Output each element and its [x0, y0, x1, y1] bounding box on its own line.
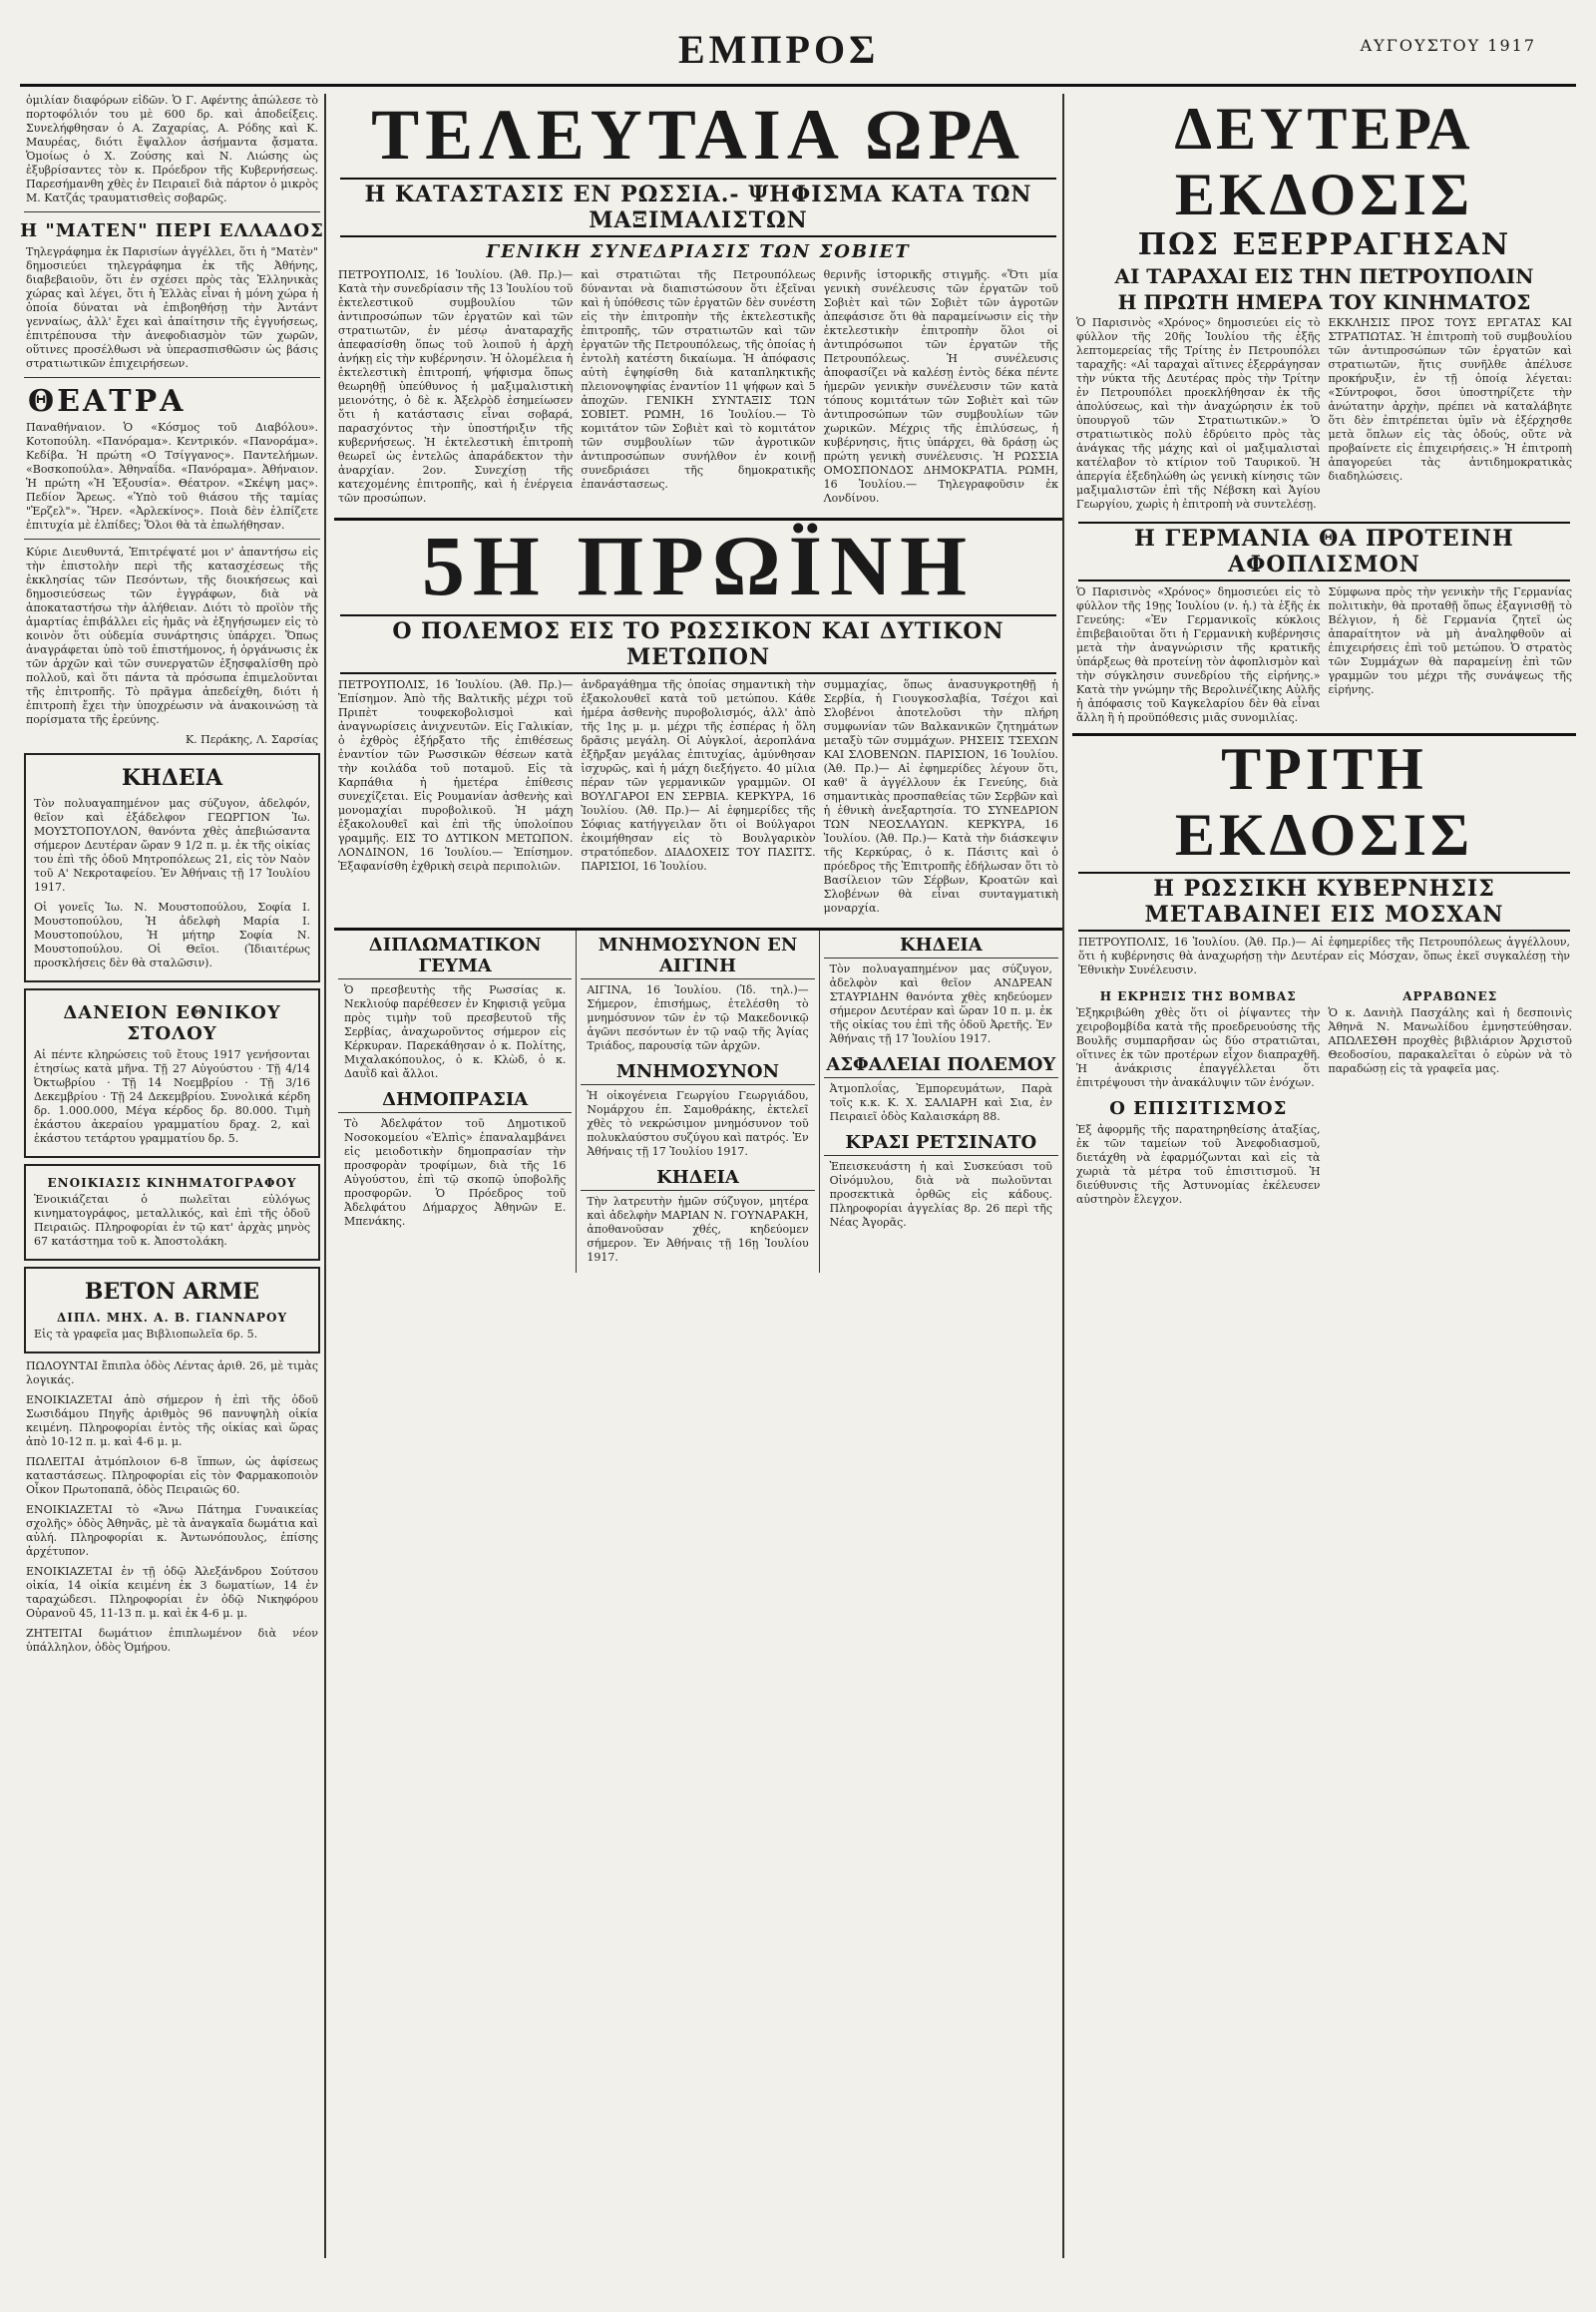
article-column: ΕΚΚΛΗΣΙΣ ΠΡΟΣ ΤΟΥΣ ΕΡΓΑΤΑΣ ΚΑΙ ΣΤΡΑΤΙΩΤΑΣ. Ἡ ἐπιτροπὴ τοῦ συμβουλίου τῶν ἀντιπροσώπων τῶν ἐργατῶν καὶ στρατιωτῶν, ἥτις συνῆλθε ἀπέλυσε προκήρυξιν, ἐν τῇ ὁποίᾳ λέγεται: «Σύντροφοι, ὅσοι ὑποστηρίζετε τὴν ἀνώτατην ἀρχὴν, πρέπει νὰ καταλάβητε ὅτι δὲν ἐπιτρέπεται ὑμῖν νὰ ἐξέρχησθε μετὰ ὅπλων εἰς τὰς ὁδούς, οὔτε νὰ προβαίνετε εἰς ἐπιχειρήσεις.» Ἡ ἐπιτροπὴ ἀπαγορεύει τὰς ἀντιδημοκρατικὰς διαδηλώσεις. — [1328, 316, 1572, 483]
mid-articles — [334, 678, 1062, 922]
second-edition-title: ΔΕΥΤΕΡΑ ΕΚΔΟΣΙΣ — [1174, 96, 1474, 227]
notice-text: ΑΙΓΙΝΑ, 16 Ἰουλίου. (Ἰδ. τηλ.)— Σήμερον, ἐπισήμως, ἐτελέσθη τὸ μνημόσυνον τῶν ἐν τῷ Μακεδονικῷ ἀγῶνι πεσόντων ἐν τῷ ναῷ τῆς Ἁγίας Τριάδος, παρουσίᾳ τῶν ἀρχῶν. — [587, 983, 809, 1052]
notice-headline: ΚΗΔΕΙΑ — [824, 933, 1058, 959]
newspaper-page — [20, 24, 1576, 2258]
russia-headline: Η ΚΑΤΑΣΤΑΣΙΣ ΕΝ ΡΩΣΣΙΑ.- ΨΗΦΙΣΜΑ ΚΑΤΑ ΤΩΝ ΜΑΞΙΜΑΛΙΣΤΩΝ — [340, 178, 1056, 237]
notices-row — [334, 928, 1062, 1273]
funeral-text: Τὸν πολυαγαπημένον μας σύζυγον, ἀδελφόν, θεῖον καὶ ἐξάδελφον ΓΕΩΡΓΙΟΝ Ἰω. ΜΟΥΣΤΟΠΟΥΛΟΝ, θανόντα χθὲς ἀπεβιώσαντα σήμερον Δευτέραν ὥραν 9 1/2 π. μ. ἐκ τῆς οἰκίας του ἐπὶ τῆς ὁδοῦ Μητροπόλεως 21, εἰς τὸν Ναὸν τοῦ Α' Νεκροταφείου. Ἐν Ἀθήναις τῇ 17 Ἰουλίου 1917. — [34, 797, 310, 894]
beton-text: Εἰς τὰ γραφεῖα μας Βιβλιοπωλεῖα 6ρ. 5. — [34, 1328, 258, 1341]
right-column — [1072, 94, 1576, 2258]
article-column: συμμαχίας, ὅπως ἀνασυγκροτηθῇ ἡ Σερβία, ἡ Γιουγκοσλαβία, Τσέχοι καὶ Σλοβένοι ἀποτελοῦσι τὴν πλήρη συμφωνίαν τῶν Βαλκανικῶν ζητημάτων μεταξὺ τῶν συμμάχων. ΡΗΣΕΙΣ ΤΣΕΧΩΝ ΚΑΙ ΣΛΟΒΕΝΩΝ. ΠΑΡΙΣΙΟΝ, 16 Ἰουλίου. (Ἀθ. Πρ.)— Αἱ ἐφημερίδες λέγουν ὅτι, καθ' ἃ ἀγγέλλουν ἐκ Γενεύης, διὰ σημαντικὰς προσπαθείας τῶν Σερβῶν καὶ ἡ ἐθνικὴ ἀνεξαρτησία. ΤΟ ΣΥΝΕΔΡΙΟΝ ΤΩΝ ΝΕΟΣΛΑΥΩΝ. ΚΕΡΚΥΡΑ, 16 Ἰουλίου. (Ἀθ. Πρ.)— Κατὰ τὴν διάσκεψιν τῆς Κερκύρας, ὁ κ. Πάσιτς καὶ ὁ πρόεδρος τῆς Ἐπιτροπῆς ἐδήλωσαν ὅτι τὸ Βασίλειον τῶν Σέρβων, Κροατῶν καὶ Σλοβένων θὰ εἶναι συνταγματικὴ μοναρχία. — [823, 678, 1058, 915]
last-hour-title: ΤΕΛΕΥΤΑΙΑ ΩΡΑ — [371, 95, 1025, 175]
notice-text: Ὁ πρεσβευτὴς τῆς Ρωσσίας κ. Νεκλιούφ παρέθεσεν ἐν Κηφισιᾷ γεῦμα πρὸς τιμὴν τοῦ πρεσβευτοῦ τῆς Σερβίας, ἀναχωροῦντος σήμερον εἰς Κέρκυραν. Παρεκάθησαν ὁ κ. Πολίτης, Μιχαλακόπουλος, ὁ κ. Κλὼδ, ὁ κ. Δαυῒδ καὶ ἄλλοι. — [344, 983, 567, 1080]
notice-headline: ΜΝΗΜΟΣΥΝΟΝ — [581, 1059, 814, 1085]
morning-edition-title: 5Η ΠΡΩΪΝΗ — [334, 518, 1062, 610]
article-column: Ὁ Παρισινὸς «Χρόνος» δημοσιεύει εἰς τὸ φύλλον τῆς 20ῆς Ἰουλίου τῆς ἑξῆς λεπτομερείας τῆς Τρίτης ἐν Πετρουπόλει ταραχῆς: «Αἱ ταραχαὶ αἵτινες ἐξερράγησαν τὴν νύκτα τῆς Δευτέρας πρὸς τὴν Τρίτην ἐν Πετρουπόλει προεκλήθησαν ἐκ τῆς ἀπολύσεως, καὶ τὴν ἀναχώρησιν ἐκ τοῦ ὑπουργοῦ τῶν Στρατιωτικῶν.» Ὁ στρατιωτικὸς πολὺ ἐδρύειτο πρὸς τὰς ἀνάγκας τῆς μάχης καὶ οἱ μαξιμαλισταὶ κατέλαβον τὸ κτίριον τοῦ Ταυρικοῦ. Ἡ ἀπεργία ἐξεδηλώθη ὡς γενικὴ κίνησις τῶν μαξιμαλιστῶν ἐπὶ τῆς Νέβσκη καὶ Ἀγίου Γεωργίου, χωρὶς ἡ ἐπιτροπὴ νὰ συντελέσῃ. — [1076, 316, 1321, 511]
notice-text: Τὴν λατρευτὴν ἡμῶν σύζυγον, μητέρα καὶ ἀδελφὴν ΜΑΡΙΑΝ Ν. ΓΟΥΝΑΡΑΚΗ, ἀποθανοῦσαν χθές, κηδεύομεν σήμερον. Ἐν Ἀθήναις τῇ 16ῃ Ἰουλίου 1917. — [587, 1195, 809, 1264]
notice-column — [334, 931, 577, 1273]
headline: ΑΙ ΤΑΡΑΧΑΙ ΕΙΣ ΤΗΝ ΠΕΤΡΟΥΠΟΛΙΝ — [1114, 264, 1534, 288]
masthead-date: ΑΥΓΟΥΣΤΟΥ 1917 — [1360, 36, 1536, 55]
classified-ad: ΕΝΟΙΚΙΑΖΕΤΑΙ ἐν τῇ ὁδῷ Ἀλεξάνδρου Σούτσου οἰκία, 14 οἰκία κειμένη ἐκ 3 δωματίων, 14 ἐν ταραχώδεσι. Πληροφορίαι ἐν ὁδῷ Νικηφόρου Οὐρανοῦ 45, 11-13 π. μ. καὶ ἐκ 4-6 μ. μ. — [26, 1565, 318, 1620]
classified-ad: ΠΩΛΕΙΤΑΙ ἀτμόπλοιον 6-8 ἵππων, ὡς ἀφίσεως καταστάσεως. Πληροφορίαι εἰς τὸν Φαρμακοποιὸν Οἶκον Πρωτοπαπᾶ, ὁδὸς Πειραιῶς 60. — [26, 1455, 318, 1496]
divider — [24, 539, 320, 540]
left-column — [20, 94, 326, 2258]
article-column: ΠΕΤΡΟΥΠΟΛΙΣ, 16 Ἰουλίου. (Ἀθ. Πρ.)— Κατὰ τὴν συνεδρίασιν τῆς 13 Ἰουλίου τοῦ ἐκτελεστικοῦ συμβουλίου τῶν ἀντιπροσώπων τῶν ἐργατῶν καὶ τῶν στρατιωτῶν, ἐν μέσῳ ἀναταραχῆς ἀπεφασίσθη ὅπως τοῦ λοιποῦ ἡ ἀρχὴ ἀνήκῃ εἰς τὴν κυβέρνησιν. Ἡ ὁλομέλεια ἡ ἐκτελεστικὴ ἐπιτροπή, ψήφισμα ὅπως θεωρηθῇ ὑπεύθυνος ἡ μαξιμαλιστικὴ μειονότης, ὁ δὲ κ. Ἀξελρὸδ ἐσημείωσεν ὅτι ἡ κατάστασις εἶναι σοβαρά, παρασχόντος τὴν ὑποστήριξιν τῆς κυβερνήσεως. Ἡ ἐκτελεστικὴ ἐπιτροπὴ θεωρεῖ ὡς ἐντελῶς ἀπαράδεκτον τὴν ἀναρχίαν. 2ον. Συνεχίσῃ τῆς κατεχομένης ἐπιτροπῆς, καὶ ἡ ἐνέργεια τῶν προσώπων. — [338, 268, 574, 505]
center-column — [334, 94, 1064, 2258]
loan-headline: ΔΑΝΕΙΟΝ ΕΘΝΙΚΟΥ ΣΤΟΛΟΥ — [63, 1002, 281, 1044]
theatre-headline: ΘΕΑΤΡΑ — [28, 384, 187, 419]
intro-text: ὁμιλίαν διαφόρων εἰδῶν. Ὁ Γ. Αφέντης ἀπώλεσε τὸ πορτοφόλιόν του μὲ 600 δρ. καὶ ἀποδείξεις. Συνελήφθησαν ὁ Α. Ζαχαρίας, Α. Ρόδης καὶ Κ. Μαυρέας, διότι ἔψαλλον ἀσήμαντα ᾄσματα. Ὁμοίως ὁ Χ. Ζούσης καὶ Ν. Λιώσης ὡς ἐξυβρίσαντες τὸν κ. Πρόεδρον τῆς Κυβερνήσεως. Παρεσήμανθη χθὲς ἐν Πειραιεῖ διὰ πάρτον ὁ μικρὸς Μ. Κατζάς τραυματισθεὶς σοβαρῶς. — [26, 94, 318, 204]
beton-notice — [24, 1267, 320, 1353]
classified-ad: ΕΝΟΙΚΙΑΖΕΤΑΙ ἀπὸ σήμερον ἡ ἐπὶ τῆς ὁδοῦ Σωσιδάμου Πηγῆς ἀριθμὸς 96 πανυψηλὴ οἰκία κειμένη. Πληροφορίαι ἐντὸς τῆς οἰκίας καὶ ὥρας ἀπὸ 10-12 π. μ. καὶ 4-6 μ. μ. — [26, 1393, 318, 1448]
moscow-headline: Η ΡΩΣΣΙΚΗ ΚΥΒΕΡΝΗΣΙΣ ΜΕΤΑΒΑΙΝΕΙ ΕΙΣ ΜΟΣΧΑΝ — [1078, 872, 1570, 932]
notice-column — [820, 931, 1062, 1273]
article-column: Σύμφωνα πρὸς τὴν γενικὴν τῆς Γερμανίας πολιτικὴν, θὰ προταθῇ ὅπως ἐξαγνισθῇ τὸ Βέλγιον, ἡ δὲ Γερμανία ζητεῖ ὡς ἀπαραίτητον νὰ μὴ ἀναληφθοῦν αἱ ἐπιχειρήσεις ἐπὶ τοῦ μετώπου. Ὁ στρατὸς τῶν Συμμάχων θὰ παραμείνῃ ἐπὶ τῶν γραμμῶν του μέχρι τῆς συνάψεως τῆς εἰρήνης. — [1328, 585, 1572, 696]
third-edition-articles — [1072, 983, 1576, 1213]
disarmament-articles — [1072, 585, 1576, 731]
supply-article: Ἐξ ἀφορμῆς τῆς παρατηρηθείσης ἀταξίας, ἐκ τῶν ταμείων τοῦ Ἀνεφοδιασμοῦ, διετάχθη νὰ ἐφαρμόζωνται καὶ εἰς τὰ χωριὰ τὰ μέτρα τοῦ ἐπισιτισμοῦ. Ἡ διεύθυνσις τῆς Ἀστυνομίας ἐκέλευσεν αὐστηρὸν ἔλεγχον. — [1076, 1123, 1321, 1206]
notice-headline: ΚΡΑΣΙ ΡΕΤΣΙΝΑΤΟ — [824, 1130, 1058, 1156]
notice-text: Ἡ οἰκογένεια Γεωργίου Γεωργιάδου, Νομάρχου ἐπ. Σαμοθράκης, ἐκτελεῖ χθὲς τὸ νεκρώσιμον μνημόσυνον τοῦ πολυκλαύστου συζύγου καὶ πατρός. Ἐν Ἀθήναις τῇ 17 Ἰουλίου 1917. — [587, 1089, 809, 1158]
classified-ad: ΠΩΛΟΥΝΤΑΙ ἔπιπλα ὁδὸς Λέντας ἀριθ. 26, μὲ τιμὰς λογικάς. — [26, 1359, 318, 1386]
notice-headline: ΔΙΠΛΩΜΑΤΙΚΟΝ ΓΕΥΜΑ — [338, 933, 572, 979]
beton-subheadline: ΔΙΠΛ. ΜΗΧ. Α. Β. ΓΙΑΝΝΑΡΟΥ — [56, 1311, 288, 1325]
funeral-headline: ΚΗΔΕΙΑ — [121, 765, 223, 791]
top-articles — [334, 268, 1062, 512]
article-column: καὶ στρατιῶται τῆς Πετρουπόλεως δύνανται νὰ διαπιστώσουν ὅτι ἐξεῖναι καὶ ἡ ὑπόθεσις τῶν ἐργατῶν δὲν συνέστη εἰς τὴν ἐπιτροπὴν τῆς ἐκτελεστικῆς ἐπιτροπῆς, τῶν στρατιωτῶν καὶ τῶν ἐργατῶν τῆς Πετρουπόλεως, τῆς ὁποίας ἡ ἐντολὴ κατέστη δικαίωμα. Ἡ ἀπόφασις αὐτὴ ἐψηφίσθη διὰ καταπληκτικῆς πλειονοψηφίας ἐναντίον 11 ψήφων καὶ 5 ἀποχῶν. ΓΕΝΙΚΗ ΣΥΝΤΑΞΙΣ ΤΩΝ ΣΟΒΙΕΤ. ΡΩΜΗ, 16 Ἰουλίου.— Τὸ κομιτάτον τῶν Σοβιὲτ καὶ τὸ κομιτάτον τῶν συμβουλίων τῶν ἀγροτικῶν ἀντιπροσώπων συνήλθον ἐν κοινῇ συνεδριάσει τῆς δημοκρατικῆς ἐπανάστασεως. — [581, 268, 816, 491]
article-column: ἀνδραγάθημα τῆς ὁποίας σημαντικὴ τὴν ἐξακολουθεῖ κατὰ τοῦ μετώπου. Κάθε ἡμέρα ἀσθενὴς πυροβολισμός, ἀλλ' ἀπὸ τῆς 1ης μ. μ. μέχρι τῆς ἐσπέρας ἡ ὅλη δρᾶσις μεγάλη. Οἱ Αὐγκλοί, ἀεροπλάνα ἐξῆρξαν μεγάλας ἐπιτυχίας, ἀμύνθησαν ἰσχυρῶς, καὶ ἡ μάχη διεξήγετο. 40 μίλια πέραν τῶν γερμανικῶν γραμμῶν. ΟΙ ΒΟΥΛΓΑΡΟΙ ΕΝ ΣΕΡΒΙΑ. ΚΕΡΚΥΡΑ, 16 Ἰουλίου. (Ἀθ. Πρ.)— Αἱ ἐφημερίδες τῆς Σόφιας κατήγγειλαν ὅτι οἱ Βούλγαροι ἐκοιμήθησαν εἰς τὸ Βουλγαρικὸν στρατόπεδον. ΔΙΑΔΟΧΕΙΣ ΤΟΥ ΠΑΣΙΤΣ. ΠΑΡΙΣΙΟΙ, 16 Ἰουλίου. — [581, 678, 816, 873]
headline: Η ΠΡΩΤΗ ΗΜΕΡΑ ΤΟΥ ΚΙΝΗΜΑΤΟΣ — [1117, 290, 1531, 314]
masthead-title: ΕΜΠΡΟΣ — [678, 27, 880, 72]
notice-text: Τὸ Ἀδελφάτον τοῦ Δημοτικοῦ Νοσοκομείου «Ἐλπὶς» ἐπαναλαμβάνει εἰς μειοδοτικὴν δημοπρασίαν τὴν προσφορὰν τροφίμων, διὰ τῆς 16 Αὐγούστου, ἐπὶ τῷ σκοπῷ ὑποβολῆς προσφορῶν. Ὁ Πρόεδρος τοῦ Ἀδελφάτου Δήμαρχος Ἀθηνῶν Ε. Μπενάκης. — [344, 1117, 567, 1228]
matin-article: Τηλεγράφημα ἐκ Παρισίων ἀγγέλλει, ὅτι ἡ "Ματὲν" δημοσιεύει τηλεγράφημα ἐκ τῆς Ἀθήνης, διαβεβαιοῦν, ὅτι ἐν σχέσει πρὸς τὰς Ἑλληνικὰς χώρας καὶ λέγει, ὅτι ἡ Ἑλλὰς εἶναι ἡ μόνη χώρα ἡ ὁποία δύναται νὰ ἐπιβοηθήσῃ τὴν Ἀντάντ γενναίως, ἀλλ' ἔχει καὶ ἀπαίτησιν τῆς ἐγγυήσεως, ἐπιτρέπουσα τὴν ἀνεφοδιασμὸν τῶν χωρῶν, οὕτινες προσέλθωσι νὰ ὑπερασπισθῶσιν ὡς βάσις στρατιωτικῶν ἐπιχειρήσεων. — [26, 245, 318, 370]
cinema-text: Ἐνοικιάζεται ὁ πωλεῖται εὐλόγως κινηματογράφος, μεταλλικός, καὶ ἐπὶ τῆς ὁδοῦ Πειραιῶς. Πληροφορίαι ἐν τῷ κατ' ἀρχὰς μηνὸς 67 κατάστημα τοῦ κ. Ἀποστολάκη. — [34, 1193, 310, 1248]
classified-ad: ΖΗΤΕΙΤΑΙ δωμάτιον ἐπιπλωμένον διὰ νέον ὑπάλληλον, ὁδὸς Ὁμήρου. — [26, 1627, 318, 1654]
classified-ad: ΕΝΟΙΚΙΑΖΕΤΑΙ τὸ «Ἄνω Πάτημα Γυναικείας σχολῆς» ὁδὸς Ἀθηνᾶς, μὲ τὰ ἀναγκαῖα δωμάτια καὶ αὐλή. Πληροφορίαι κ. Ἀντωνόπουλος, ἐπίσης ἀρχέτυπον. — [26, 1503, 318, 1558]
article-column: θερινῆς ἱστορικῆς στιγμῆς. «Ὅτι μία γενικὴ συνέλευσις τῶν ἐργατῶν τοῦ Σοβιὲτ καὶ τῶν Σοβιὲτ τῶν ἀγροτῶν ἀπεφάσισε ὅτι θὰ παραμείνωσιν εἰς τὴν ἐκτελεστικὴν ἐπιτροπὴν ὅλοι οἱ ἀντιπρόσωποι τῶν ἐργατῶν τῆς Πετρουπόλεως. Ἡ συνέλευσις ἀποφασίζει νὰ καλέσῃ ἐντὸς δέκα πέντε ἡμερῶν γενικὴν συνέλευσιν τῶν κατὰ τόπους κομιτάτων τῶν Σοβιὲτ καὶ τῶν ἀντιπροσώπων τῶν συμβουλίων τῶν χωρικῶν. Μέχρις τῆς ἐπιλύσεως, ἡ κυβέρνησις, ἥτις ὑπάρχει, θὰ δράσῃ ὡς πρώτη γενικὴ συνέλευσις. Ἡ ΡΩΣΣΙΑ ΟΜΟΣΠΟΝΔΟΣ ΔΗΜΟΚΡΑΤΙΑ. ΡΩΜΗ, 16 Ἰουλίου.— Τηλεγραφοῦσιν ἐκ Λονδίνου. — [823, 268, 1058, 505]
engagement-article: Ὁ κ. Δανιὴλ Πασχάλης καὶ ἡ δεσποινὶς Ἀθηνᾶ Ν. Μανωλίδου ἐμνηστεύθησαν. ΑΠΩΛΕΣΘΗ προχθὲς βιβλιάριον Ἀρχιστοῦ Θεοδοσίου, παρακαλεῖται ὁ εὑρὼν νὰ τὸ παραδώσῃ εἰς τὰ γραφεῖα μας. — [1328, 1006, 1572, 1075]
supply-headline: Ο ΕΠΙΣΙΤΙΣΜΟΣ — [1109, 1098, 1288, 1119]
war-headline: Ο ΠΟΛΕΜΟΣ ΕΙΣ ΤΟ ΡΩΣΣΙΚΟΝ ΚΑΙ ΔΥΤΙΚΟΝ ΜΕΤΩΠΟΝ — [340, 614, 1056, 674]
notice-headline: ΔΗΜΟΠΡΑΣΙΑ — [338, 1087, 572, 1113]
funeral-signature: Οἱ γονεῖς Ἰω. Ν. Μουστοπούλου, Σοφία Ι. Μουστοπούλου, Ἡ ἀδελφὴ Μαρία Ι. Μουστοπούλου, Ἡ μήτηρ Σοφία Ν. Μουστοπούλου. Οἱ Θεῖοι. (Ἰδιαιτέρως προσκλήσεις δὲν θὰ σταλῶσιν). — [34, 901, 310, 969]
notice-text: Ἐπεισκευάστη ἡ καὶ Συσκεύασι τοῦ Οἰνόμυλου, διὰ νὰ πωλοῦνται προσεκτικὰ ὁρθῶς εἰς κάδους. Πληροφορίαι ἀγγελίας 8ρ. 26 περὶ τῆς Νέας Ἀγορᾶς. — [829, 1160, 1052, 1229]
moscow-article: ΠΕΤΡΟΥΠΟΛΙΣ, 16 Ἰουλίου. (Ἀθ. Πρ.)— Αἱ ἐφημερίδες τῆς Πετρουπόλεως ἀγγέλλουν, ὅτι ἡ κυβέρνησις θὰ ἀναχωρήσῃ τὴν Δευτέραν εἰς Μόσχαν, ὅπως ἐκεῖ συγκαλέσῃ τὴν Ἐθνικὴν Συνέλευσιν. — [1078, 936, 1570, 976]
divider — [24, 377, 320, 378]
notice-headline: ΜΝΗΜΟΣΥΝΟΝ ΕΝ ΑΙΓΙΝΗ — [581, 933, 814, 979]
notice-text: Ἀτμοπλοΐας, Ἐμπορευμάτων, Παρὰ τοῖς κ.κ. Κ. Χ. ΣΑΛΙΑΡΗ καὶ Σια, ἐν Πειραιεῖ ὁδὸς Καλαισκάρη 88. — [829, 1082, 1052, 1123]
letter-signature: Κ. Περάκης, Λ. Σαρσίας — [185, 733, 318, 746]
cinema-notice — [24, 1164, 320, 1261]
loan-text: Αἱ πέντε κληρώσεις τοῦ ἔτους 1917 γενήσονται ἐτησίως κατὰ μῆνα. Τῇ 27 Αὐγούστου · Τῇ 4/14 Ὀκτωβρίου · Τῇ 14 Νοεμβρίου · Τῇ 3/16 Δεκεμβρίου · Τῇ 24 Δεκεμβρίου. Συνολικά κέρδη δρ. 1.000.000, Μέγα κέρδος δρ. 80.000. Τιμὴ ἑκάστου ἀκεραίου γραμματίου δραχ. 2, καὶ ἑκάστου τετάρτου γραμματίου δρ. 5. — [34, 1048, 310, 1145]
article-column — [1329, 983, 1573, 1213]
headline: ΠΩΣ ΕΞΕΡΡΑΓΗΣΑΝ — [1137, 227, 1511, 262]
notice-text: Τὸν πολυαγαπημένον μας σύζυγον, ἀδελφὸν καὶ θεῖον ΑΝΔΡΕΑΝ ΣΤΑΥΡΙΔΗΝ θανόντα χθὲς κηδεύομεν σήμερον Δευτέραν καὶ ὥραν 10 π. μ. ἐκ τῆς οἰκίας του ἐπὶ τῆς ὁδοῦ Ἀρετῆς. Ἐν Ἀθήναις τῇ 17 Ἰουλίου 1917. — [829, 963, 1052, 1045]
cinema-headline: ΕΝΟΙΚΙΑΣΙΣ ΚΙΝΗΜΑΤΟΓΡΑΦΟΥ — [47, 1176, 297, 1190]
article-column: ΠΕΤΡΟΥΠΟΛΙΣ, 16 Ἰουλίου. (Ἀθ. Πρ.)— Ἐπίσημον. Ἀπὸ τῆς Βαλτικῆς μέχρι τοῦ Πριπὲτ τουφεκοβολισμοὶ καὶ ἀναγνωρίσεις ἀνιχνευτῶν. Εἰς Γαλικίαν, ὁ ἐχθρὸς ἐξήρξατο τῆς ἐπιθέσεως ἐναντίον τῶν Ρωσσικῶν θέσεων κατὰ τὴν κοιλάδα τοῦ ποταμοῦ. Εἰς τὰ Καρπάθια ἡ ἡμετέρα ἐπίθεσις συνεχίζεται. Εἰς Ρουμανίαν ἀσθενὴς καὶ μονομαχίαι πυροβολικοῦ. Ἡ μάχη ἐξακολουθεῖ καὶ ἐπὶ τῆς ὑπολοίπου γραμμῆς. ΕΙΣ ΤΟ ΔΥΤΙΚΟΝ ΜΕΤΩΠΟΝ. ΛΟΝΔΙΝΟΝ, 16 Ἰουλίου.— Ἐπίσημον. Ἐξαφανίσθη ἐχθρικὴ σειρὰ περιπολιῶν. — [338, 678, 574, 873]
loan-notice — [24, 988, 320, 1158]
beton-headline: ΒΕΤΟΝ ARME — [84, 1279, 260, 1305]
theatre-listing: Παναθήναιον. Ὁ «Κόσμος τοῦ Διαβόλου». Κοτοπούλη. «Πανόραμα». Κεντρικόν. «Πανοράμα». Κεδίβα. Ἡ πρώτη «Ο Τσίγγανος». Παντελήμων. «Βοσκοπούλα». Ἀθηναΐδα. «Πανόραμα». Ἀθήναιον. Ἡ πρώτη «Ἡ Ἑξουσία». Θέατρον. «Σκέψη μας». Πεδίον Ἄρεως. «Ὑπὸ τοῦ θιάσου τῆς ταμίας "Ἐρζελ"». Ἥρεν. «Ἀρλεκίνος». Ποιὰ δὲν ἐλπίζετε ἐπιτυχία μὲ ἐλπίδες; Ὅλοι θὰ τὰ ἐπωλήθησαν. — [26, 421, 318, 532]
bomb-headline: Η ΕΚΡΗΞΙΣ ΤΗΣ ΒΟΜΒΑΣ — [1099, 989, 1297, 1003]
article-column — [1076, 983, 1321, 1213]
divider — [24, 211, 320, 212]
article-column: Ὁ Παρισινὸς «Χρόνος» δημοσιεύει εἰς τὸ φύλλον τῆς 19ῃς Ἰουλίου (ν. ἡ.) τὰ ἑξῆς ἐκ Γενεύης: «Ἐν Γερμανικοῖς κύκλοις ἐπιβεβαιοῦται ὅτι ἡ Γερμανικὴ κυβέρνησις μετὰ τὴν ἀναγνώρισιν τῆς κρατικῆς ὑπάρξεως θὰ προτείνῃ τὸν ἀφοπλισμὸν καὶ τὴν σύγκλησιν συνεδρίου τῆς εἰρήνης.» Κατὰ τὴν γνώμην τῆς Βερολινέζικης Αὐλῆς ἡ ἀπόφασις τοῦ Καγκελαρίου δὲν θὰ εἶναι ἄλλη ἢ ἡ προϋπόθεσις μιᾶς συνομιλίας. — [1076, 585, 1321, 724]
masthead — [20, 24, 1576, 87]
disarmament-headline: Η ΓΕΡΜΑΝΙΑ ΘΑ ΠΡΟΤΕΙΝΗ ΑΦΟΠΛΙΣΜΟΝ — [1078, 522, 1570, 581]
third-edition-title: ΤΡΙΤΗ ΕΚΔΟΣΙΣ — [1072, 733, 1576, 868]
bomb-article: Ἐξηκριβώθη χθὲς ὅτι οἱ ῥίψαντες τὴν χειροβομβίδα κατὰ τῆς προεδρευούσης τῆς Βουλῆς συμπαρῆσαν ὡς δύο στρατιῶται, οἵτινες ἐκ τῶν προτέρων εἶχον διαπραχθῆ. Ἡ ἀνάκρισις ἐπαγγέλλεται ὅτι ἐπιτρέψουσι τὴν ἀνακάλυψιν τῶν ἐνόχων. — [1076, 1006, 1321, 1089]
engagement-headline: ΑΡΡΑΒΩΝΕΣ — [1402, 989, 1498, 1003]
notice-column — [577, 931, 819, 1273]
notice-headline: ΑΣΦΑΛΕΙΑΙ ΠΟΛΕΜΟΥ — [824, 1052, 1058, 1078]
notice-headline: ΚΗΔΕΙΑ — [581, 1165, 814, 1191]
soviet-subheadline: ΓΕΝΙΚΗ ΣΥΝΕΔΡΙΑΣΙΣ ΤΩΝ ΣΟΒΙΕΤ — [486, 241, 911, 262]
matin-headline: Η "ΜΑΤΕΝ" ΠΕΡΙ ΕΛΛΑΔΟΣ — [20, 220, 324, 241]
funeral-notice — [24, 753, 320, 982]
edition-articles — [1072, 316, 1576, 518]
letter-article: Κύριε Διευθυντά, Ἐπιτρέψατέ μοι ν' ἀπαντήσω εἰς τὴν ἐπιστολὴν περὶ τῆς κατασχέσεως τῆς ἐκκλησίας τῶν Πεσόντων, τῆς διοικήσεως καὶ δημοσιεύσεως τῶν ἐγγράφων, διὰ νὰ ἀποκαταστήσω τὴν ἀλήθειαν. Διότι τὸ προϊὸν τῆς ἀμαρτίας ἐπιβάλλει εἰς ἡμᾶς νὰ ἐξηγήσωμεν εἰς τὸ κοινὸν ὅτι οὐδεμία συνάρτησις ὑπάρχει. Ὅπως ἀναγράφεται ὑπὸ τοῦ ἐπιστήμονος, ἡ ὀργάνωσις ἐκ τῶν ἀρχῶν καὶ τῶν συνεργατῶν ἐξησφαλίσθη πρὸ πολλοῦ, καὶ ὅτι πάντα τὰ πρόσωπα ἐπιμελοῦνται τῆς ἐπιτροπῆς. Τὸ πρᾶγμα ἀπεδείχθη, διότι ἡ ἐπιτροπὴ ἔχει τὴν ὑποχρέωσιν νὰ ἀνακοινώσῃ τὰ πορίσματα τῆς ἐρεύνης. — [26, 546, 318, 726]
